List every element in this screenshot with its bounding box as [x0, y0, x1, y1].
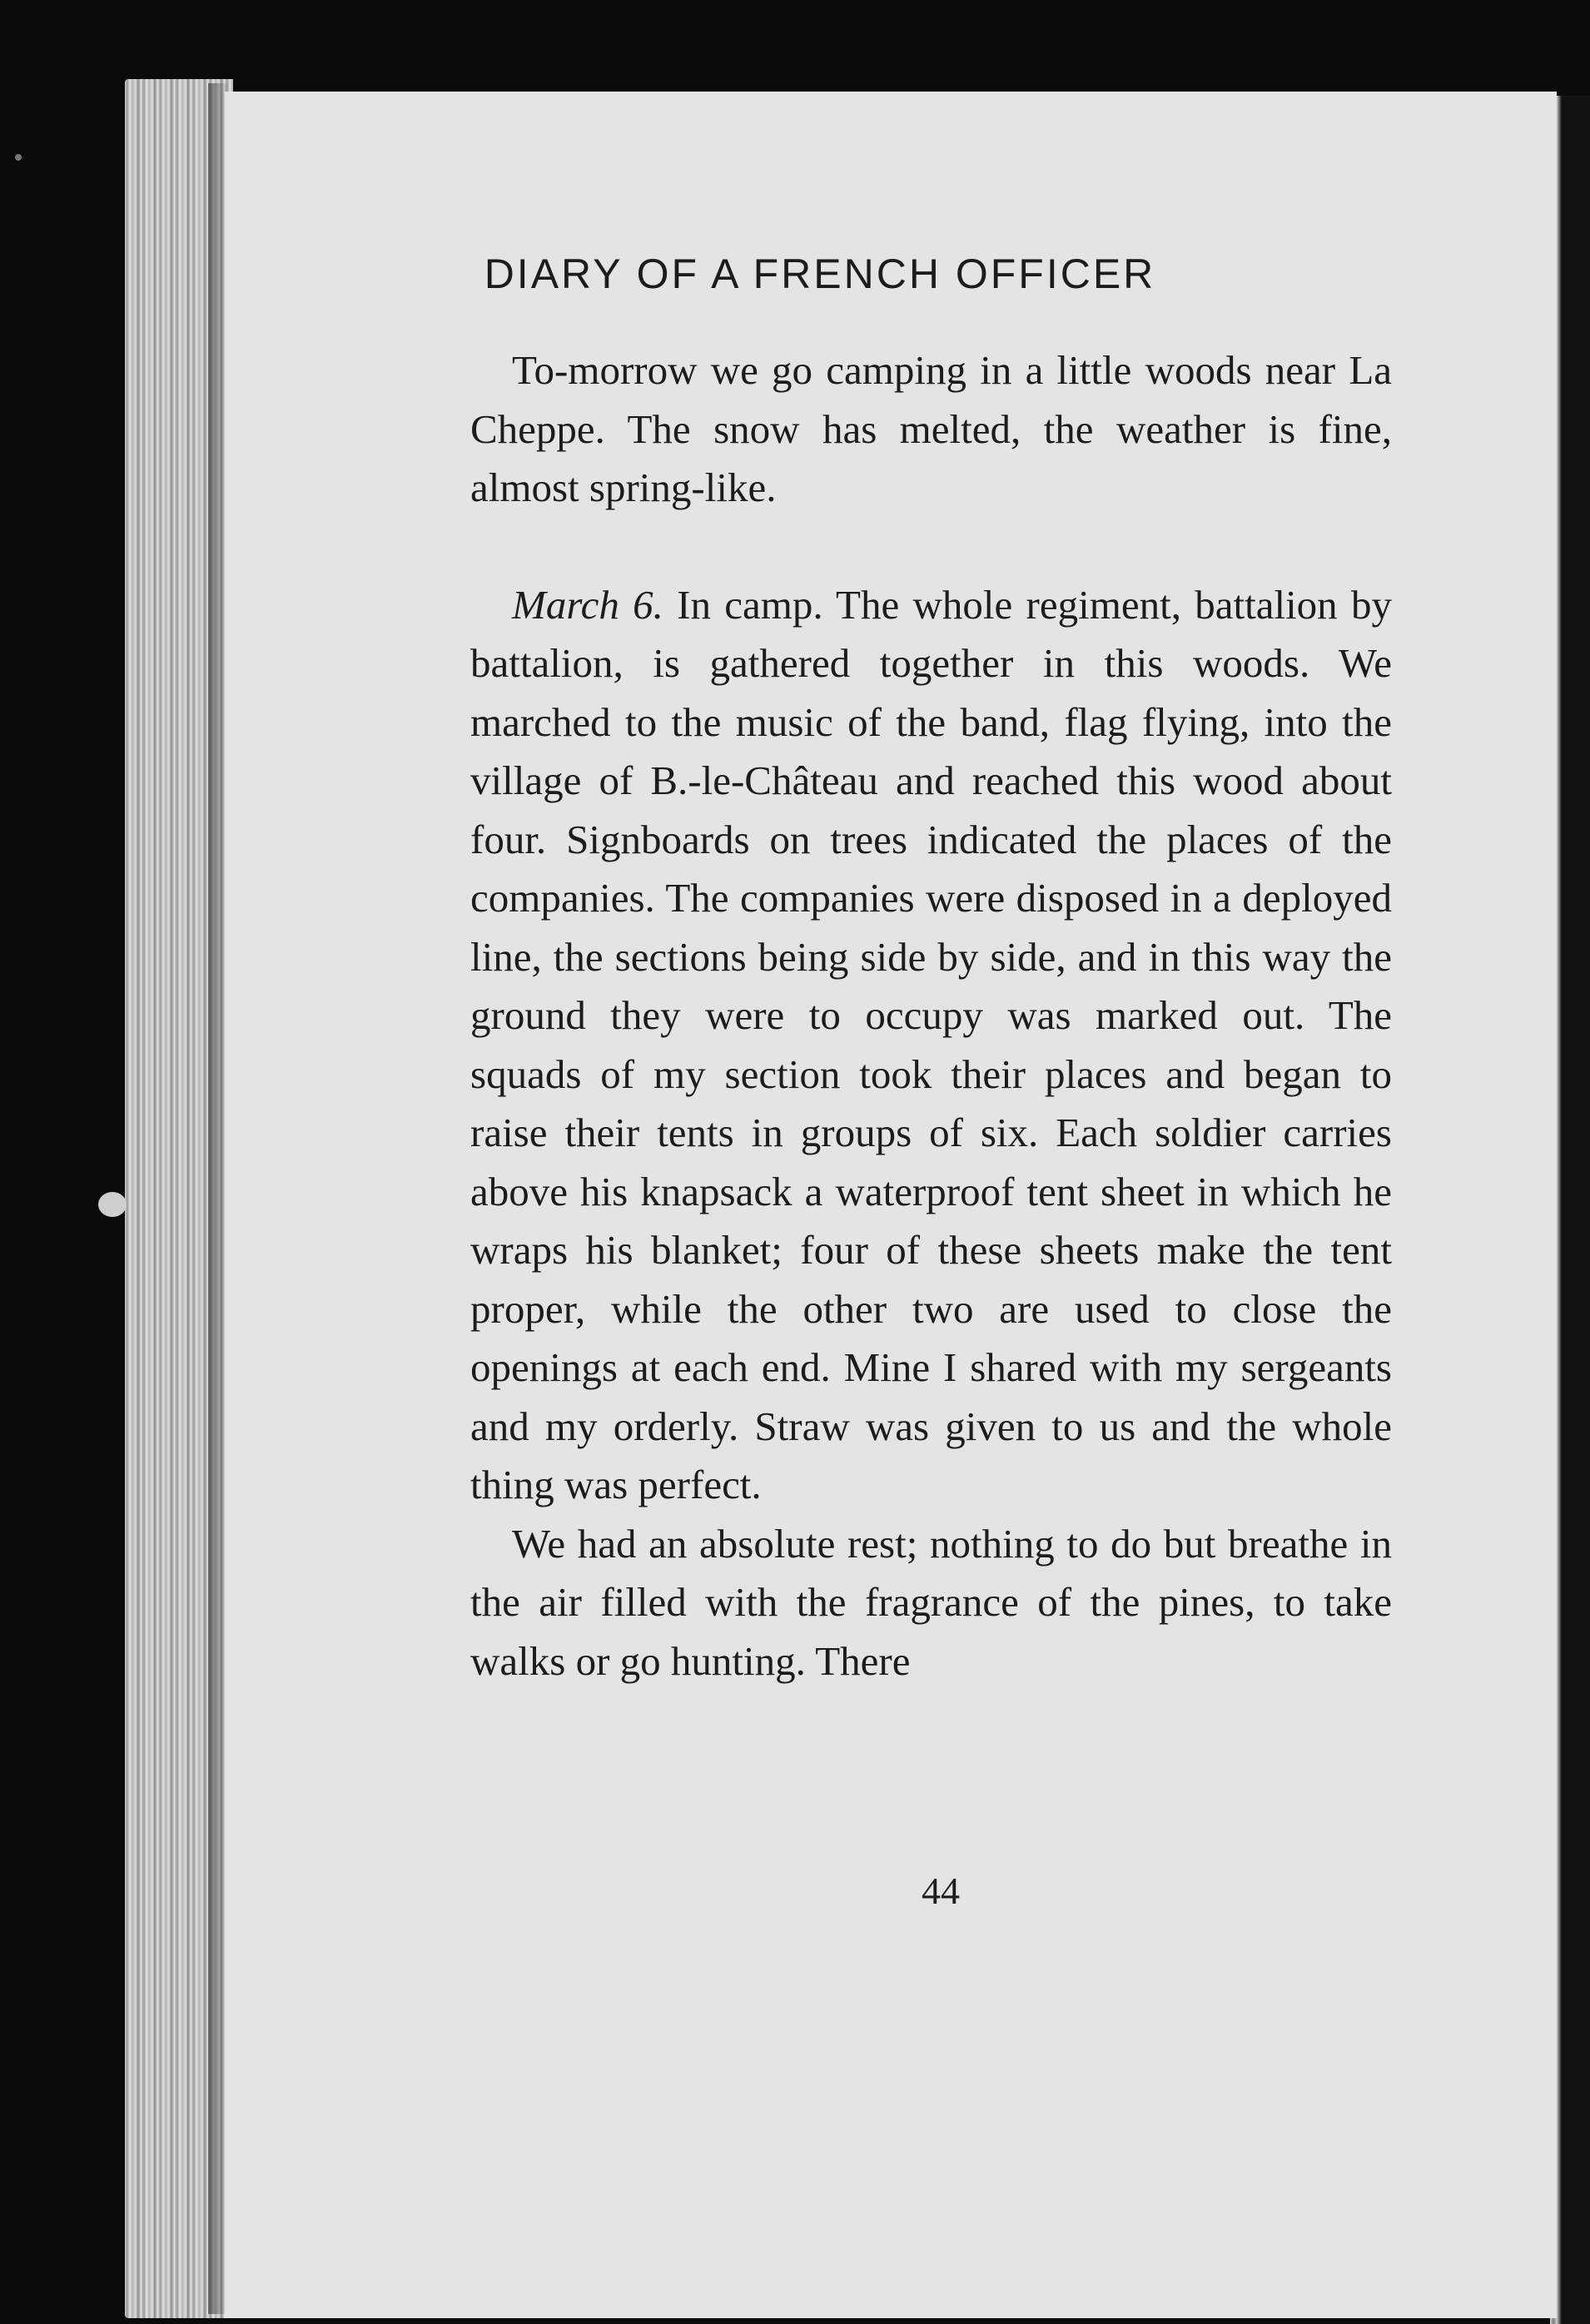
paragraph-text: In camp. The whole regiment, battalion by battalion, is gathered together in this woods. We marched to the music of the band, flag flying, into the village of B.-le-Château and reached this wood about four. Signboards on trees indicated the places of the companies. The companies were disposed in a deployed line, the sections being side by side, and in this way the ground they were to occupy was marked out. The squads of my section took their places and began to raise their tents in groups of six. Each soldier carries above his knapsack a waterproof tent sheet in which he wraps his blanket; four of these sheets make the tent proper, while the other two are used to close the openings at each end. Mine I shared with my sergeants and my orderly. Straw was given to us and the whole thing was perfect.	[470, 581, 1392, 1507]
dust-speck	[98, 1192, 127, 1217]
paragraph-text: We had an absolute rest; nothing to do but breathe in the air filled with the fragrance of the pines, to take walks or go hunting. There	[470, 1520, 1392, 1684]
dateline: March 6.	[512, 581, 663, 628]
paragraph-text: To-morrow we go camping in a little woods near La Cheppe. The snow has melted, the weather is fine, almost spring-like.	[470, 347, 1392, 510]
paragraph	[470, 576, 1392, 1515]
paragraph	[470, 341, 1392, 518]
body-text	[470, 341, 1392, 1691]
dust-speck	[15, 154, 22, 161]
running-header: DIARY OF A FRENCH OFFICER	[484, 251, 1156, 297]
paragraph	[470, 1515, 1392, 1691]
page-number: 44	[922, 1870, 960, 1912]
